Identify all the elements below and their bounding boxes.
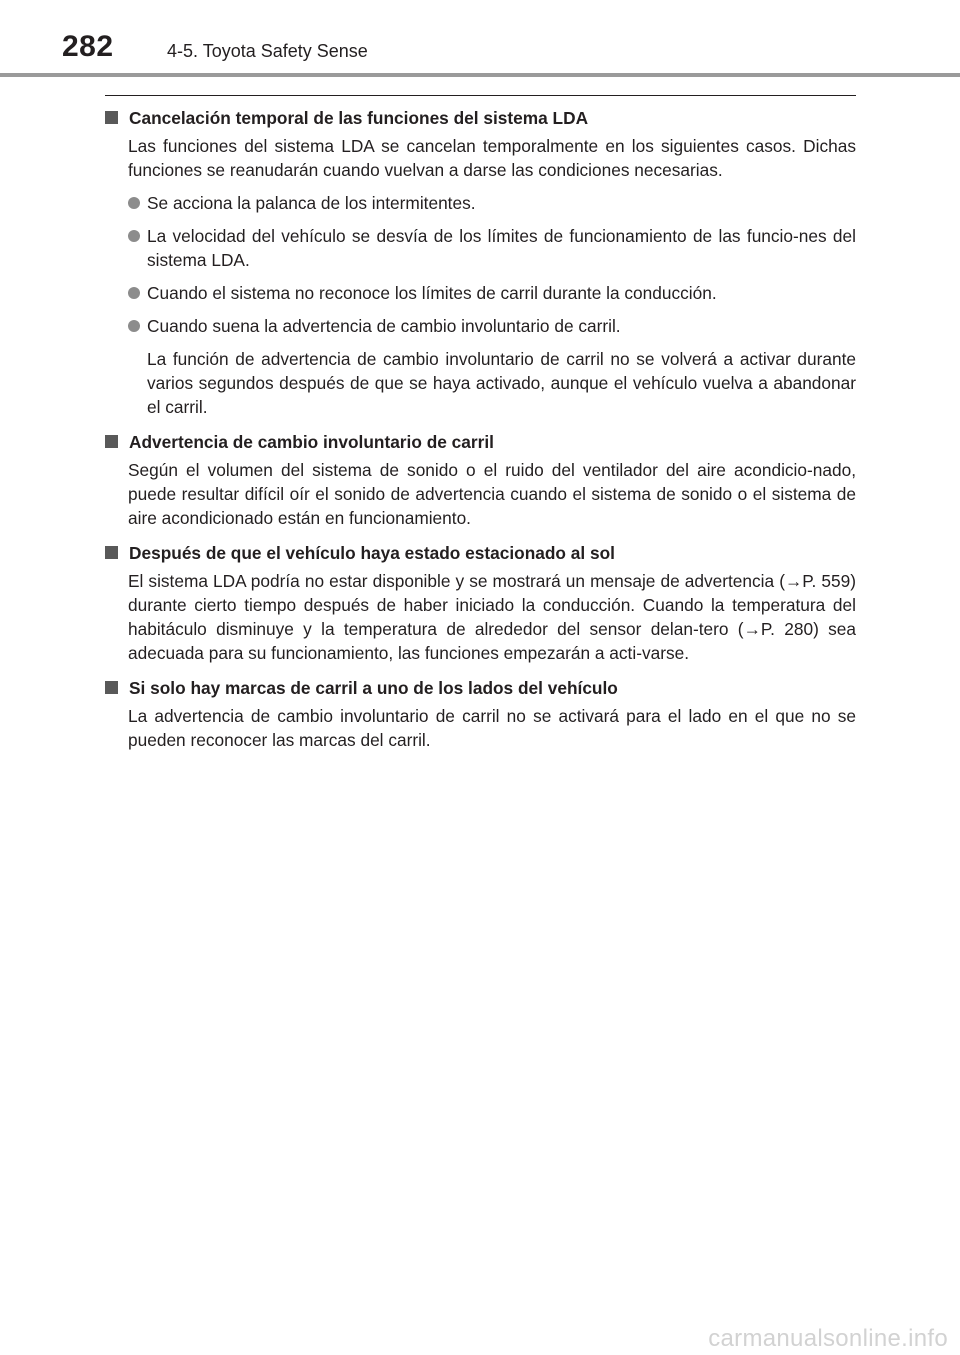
section-heading — [105, 676, 856, 700]
list-item-text: La velocidad del vehículo se desvía de los límites de funcionamiento de las funcio-nes del sistema LDA. — [147, 226, 856, 270]
list-item-note: La función de advertencia de cambio involuntario de carril no se volverá a activar durante varios segundos después de que se haya activado, aunque el vehículo vuelva a abandonar el carril. — [147, 349, 856, 417]
page-header — [0, 0, 960, 78]
section-heading — [105, 541, 856, 565]
section-lane-departure-warning — [105, 430, 856, 530]
list-item — [128, 281, 856, 305]
list-item — [128, 224, 856, 272]
section-heading-text: Después de que el vehículo haya estado estacionado al sol — [129, 543, 615, 563]
list-item-text: Cuando suena la advertencia de cambio involuntario de carril. — [147, 316, 621, 336]
circle-bullet-icon — [128, 287, 140, 299]
square-bullet-icon — [105, 435, 118, 448]
watermark: carmanualsonline.info — [708, 1325, 948, 1352]
section-paragraph: La advertencia de cambio involuntario de carril no se activará para el lado en el que no se pueden reconocer las marcas del carril. — [128, 706, 856, 750]
list-item — [128, 314, 856, 338]
square-bullet-icon — [105, 111, 118, 124]
section-paragraph: Las funciones del sistema LDA se cancelan temporalmente en los siguientes casos. Dichas funciones se reanudarán cuando vuelvan a darse las condiciones necesarias. — [128, 136, 856, 180]
section-lda-temporary-cancel — [105, 106, 856, 419]
section-heading — [105, 106, 856, 130]
list-item-text: Cuando el sistema no reconoce los límites de carril durante la conducción. — [147, 283, 717, 303]
page-number: 282 — [62, 30, 114, 63]
section-parked-in-sun — [105, 541, 856, 665]
section-heading-text: Si solo hay marcas de carril a uno de los lados del vehículo — [129, 678, 618, 698]
document-body — [105, 106, 856, 752]
section-one-side-markings — [105, 676, 856, 752]
section-heading-text: Cancelación temporal de las funciones del sistema LDA — [129, 108, 589, 128]
section-paragraph: El sistema LDA podría no estar disponible y se mostrará un mensaje de advertencia (→P. 559) durante cierto tiempo después de haber iniciado la conducción. Cuando la temperatura del habitáculo disminuye y la temperatura de alrededor del sensor delan-tero (→P. 280) sea adecuada para su funcionamiento, las funciones empezarán a acti-varse. — [128, 571, 856, 663]
section-heading — [105, 430, 856, 454]
square-bullet-icon — [105, 681, 118, 694]
header-divider — [0, 73, 960, 77]
section-heading-text: Advertencia de cambio involuntario de carril — [129, 432, 494, 452]
square-bullet-icon — [105, 546, 118, 559]
circle-bullet-icon — [128, 230, 140, 242]
section-title: 4-5. Toyota Safety Sense — [167, 41, 368, 61]
circle-bullet-icon — [128, 320, 140, 332]
circle-bullet-icon — [128, 197, 140, 209]
list-item-text: Se acciona la palanca de los intermitentes. — [147, 193, 476, 213]
list-item — [128, 191, 856, 215]
section-paragraph: Según el volumen del sistema de sonido o el ruido del ventilador del aire acondicio-nado, puede resultar difícil oír el sonido de advertencia cuando el sistema de sonido o el sistema de aire acondicionado están en funcionamiento. — [128, 460, 856, 528]
content-divider — [105, 95, 856, 96]
